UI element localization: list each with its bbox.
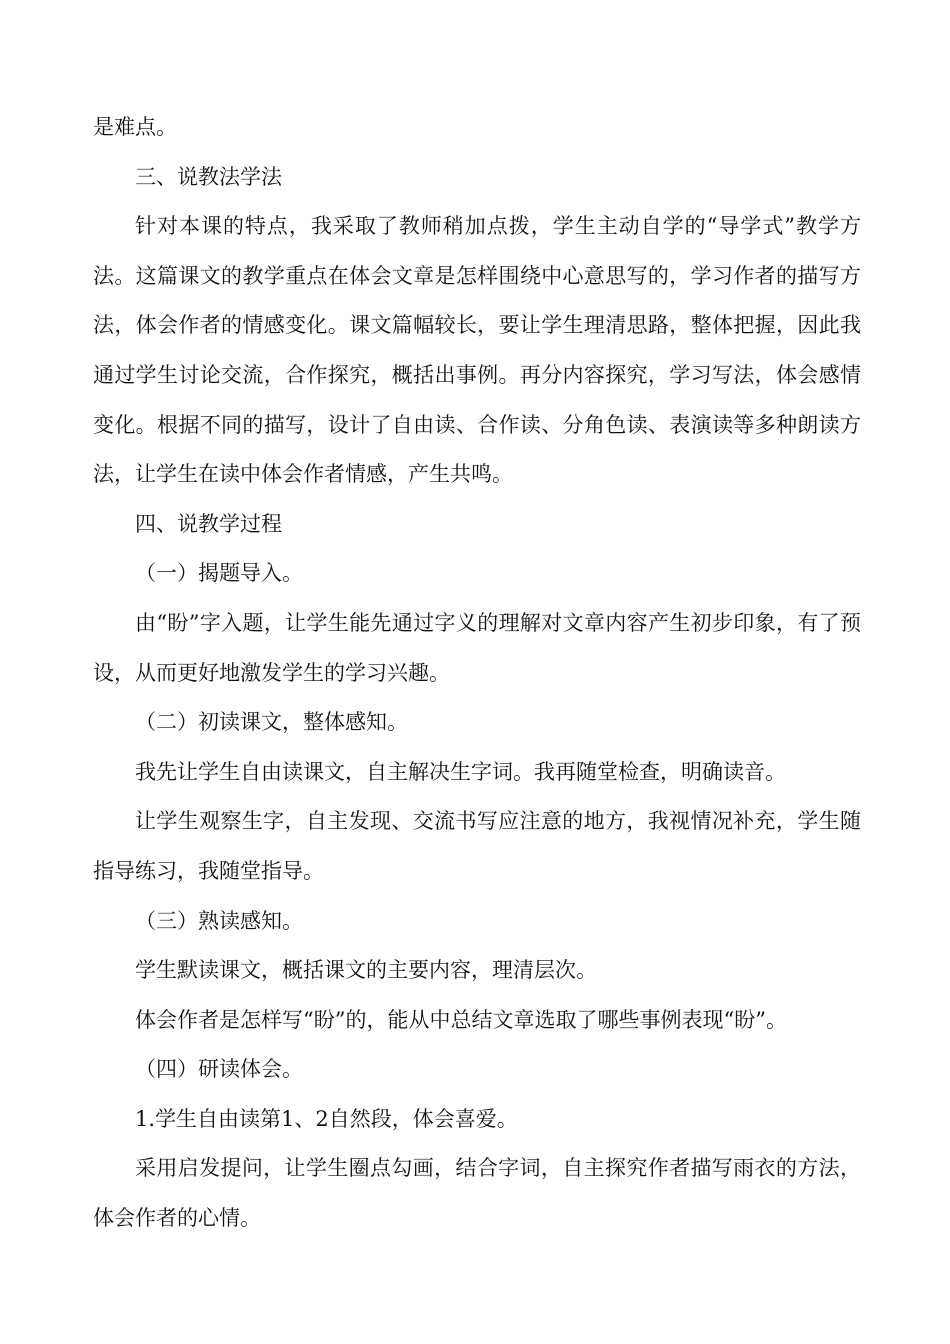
subheading-study-reading: （四）研读体会。 [135,1057,303,1082]
section-heading-teaching-process: 四、说教学过程 [135,511,282,536]
subheading-familiar-reading: （三）熟读感知。 [135,908,303,933]
subheading-introduction: （一）揭题导入。 [135,561,303,586]
section-heading-teaching-methods: 三、说教法学法 [135,164,282,189]
paragraph-continuation: 是难点。 [93,115,177,139]
paragraph-first-reading: 我先让学生自由读课文，自主解决生字词。我再随堂检查，明确读音。 [135,759,786,784]
paragraph-guided-questions: 采用启发提问，让学生圈点勾画，结合字词，自主探究作者描写雨衣的方法，体会作者的心情。 [93,1156,861,1231]
paragraph-character-practice: 让学生观察生字，自主发现、交流书写应注意的地方，我视情况补充，学生随指导练习，我随堂指导。 [93,809,861,883]
paragraph-teaching-methods: 针对本课的特点，我采取了教师稍加点拨，学生主动自学的“导学式”教学方法。这篇课文的教学重点在体会文章是怎样围绕中心意思写的，学习作者的描写方法，体会作者的情感变化。课文篇幅较长，要让学生理清思路，整体把握，因此我通过学生讨论交流，合作探究，概括出事例。再分内容探究，学习写法，体会感情变化。根据不同的描写，设计了自由读、合作读、分角色读、表演读等多种朗读方法，让学生在读中体会作者情感，产生共鸣。 [93,214,861,487]
paragraph-silent-reading: 学生默读课文，概括课文的主要内容，理清层次。 [135,958,597,983]
paragraph-introduction: 由“盼”字入题，让学生能先通过字义的理解对文章内容产生初步印象，有了预设，从而更好地激发学生的学习兴趣。 [93,610,861,685]
paragraph-how-author-writes: 体会作者是怎样写“盼”的，能从中总结文章选取了哪些事例表现“盼”。 [135,1007,787,1032]
subheading-first-reading: （二）初读课文，整体感知。 [135,710,408,735]
paragraph-step-one: 1.学生自由读第1、2自然段，体会喜爱。 [135,1106,518,1131]
document-body [93,103,861,1244]
